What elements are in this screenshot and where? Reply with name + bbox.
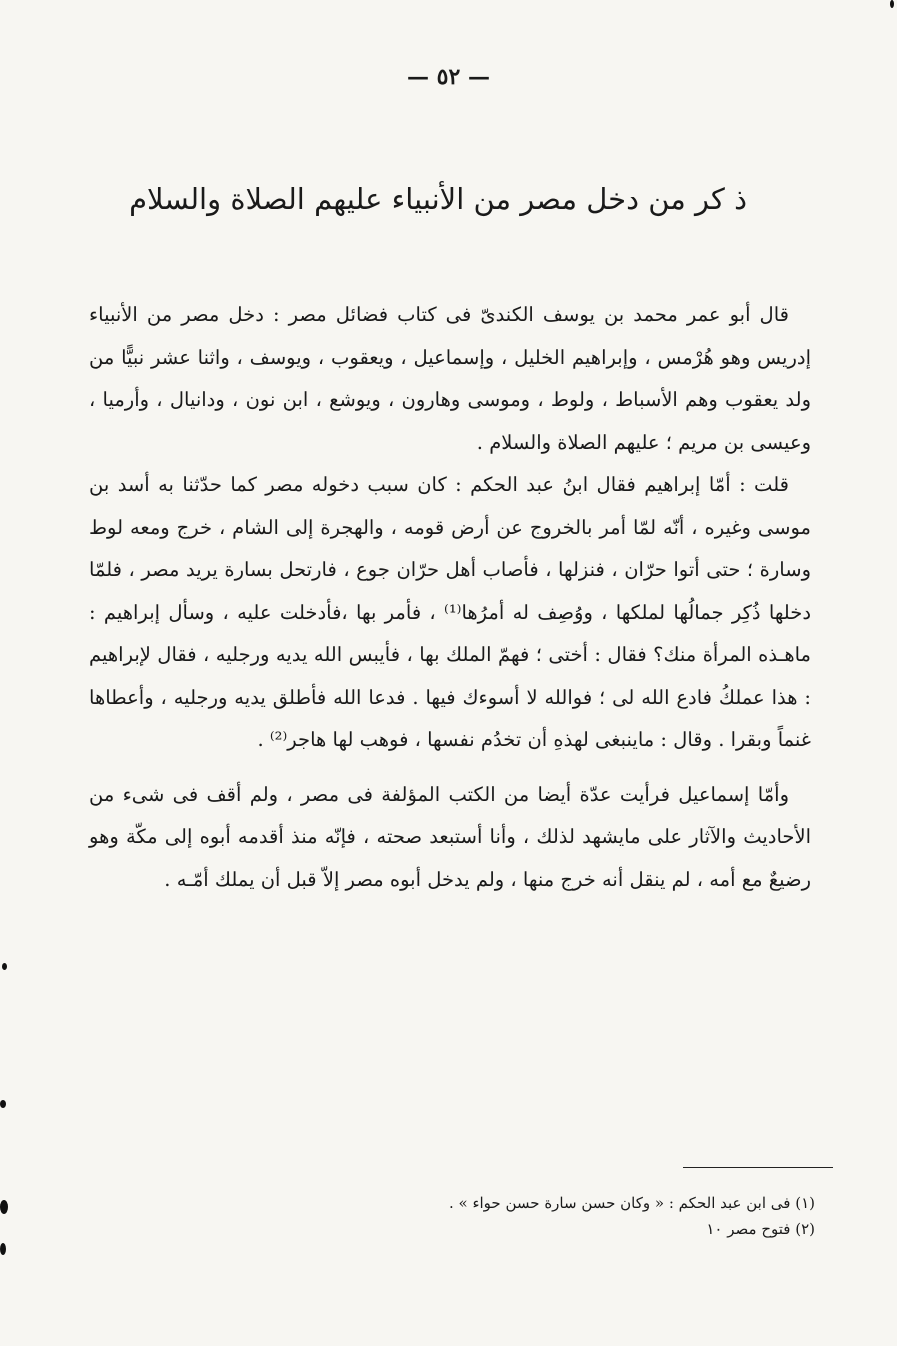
page-number: — ٥٢ — (407, 64, 490, 90)
paragraph-ibrahim: قلت : أمّا إبراهيم فقال ابنُ عبد الحكم : كان سبب دخوله مصر كما حدّثنا به أسد بن موسى وغيره ، أنّه لمّا أمر بالخروج عن أرض قومه ، والهجرة إلى الشام ، خرج ومعه لوط وسارة ؛ حتى أتوا حرّان ، فنزلها ، فأصاب أهل حرّان جوع ، فارتحل بسارة يريد مصر ، فلمّا دخلها ذُكِر جمالُها لملكها ، ووُصِف له أمرُها⁽¹⁾ ، فأمر بها ،فأدخلت عليه ، وسأل إبراهيم : ماهـذه المرأة منك؟ فقال : أختى ؛ فهمّ الملك بها ، فأيبس الله يديه ورجليه ، فقال لإبراهيم : هذا عملكُ فادع الله لى ؛ فوالله لا أسوءك فيها . فدعا الله فأطلق يديه ورجليه ، وأعطاها غنماً وبقرا . وقال : ماينبغى لهذهِ أن تخدُم نفسها ، فوهب لها هاجر⁽²⁾ . (89, 473, 812, 751)
footnote-1: (١) فى ابن عبد الحكم : « وكان حسن سارة حسن حواء » . (448, 1194, 815, 1212)
footnote-2: (٢) فتوح مصر ١٠ (706, 1220, 815, 1238)
scan-speck (2, 963, 7, 970)
chapter-title: ذ كر من دخل مصر من الأنبياء عليهم الصلاة والسلام (129, 182, 747, 216)
scan-speck (0, 1200, 8, 1214)
footnotes (255, 1190, 815, 1242)
scan-speck (890, 0, 894, 8)
footnote-divider (683, 1167, 833, 1168)
paragraph-prophets-list: قال أبو عمر محمد بن يوسف الكندىّ فى كتاب فضائل مصر : دخل مصر من الأنبياء إدريس وهو هُرْمس ، وإبراهيم الخليل ، وإسماعيل ، ويعقوب ، ويوسف ، واثنا عشر نبيًّا من ولد يعقوب وهم الأسباط ، ولوط ، وموسى وهارون ، ويوشع ، ابن نون ، ودانيال ، وأرميا ، وعيسى بن مريم ؛ عليهم الصلاة والسلام . (89, 303, 811, 454)
body-text (89, 294, 811, 901)
scan-speck (0, 1243, 6, 1255)
scan-speck (0, 1100, 6, 1108)
paragraph-ismail: وأمّا إسماعيل فرأيت عدّة أيضا من الكتب المؤلفة فى مصر ، ولم أقف فى شىء من الأحاديث والآثار على مايشهد لذلك ، وأنا أستبعد صحته ، فإنّه منذ أقدمه أبوه إلى مكّة وهو رضيعٌ مع أمه ، لم ينقل أنه خرج منها ، ولم يدخل أبوه مصر إلاّ قبل أن يملك أمّـه . (89, 782, 811, 891)
